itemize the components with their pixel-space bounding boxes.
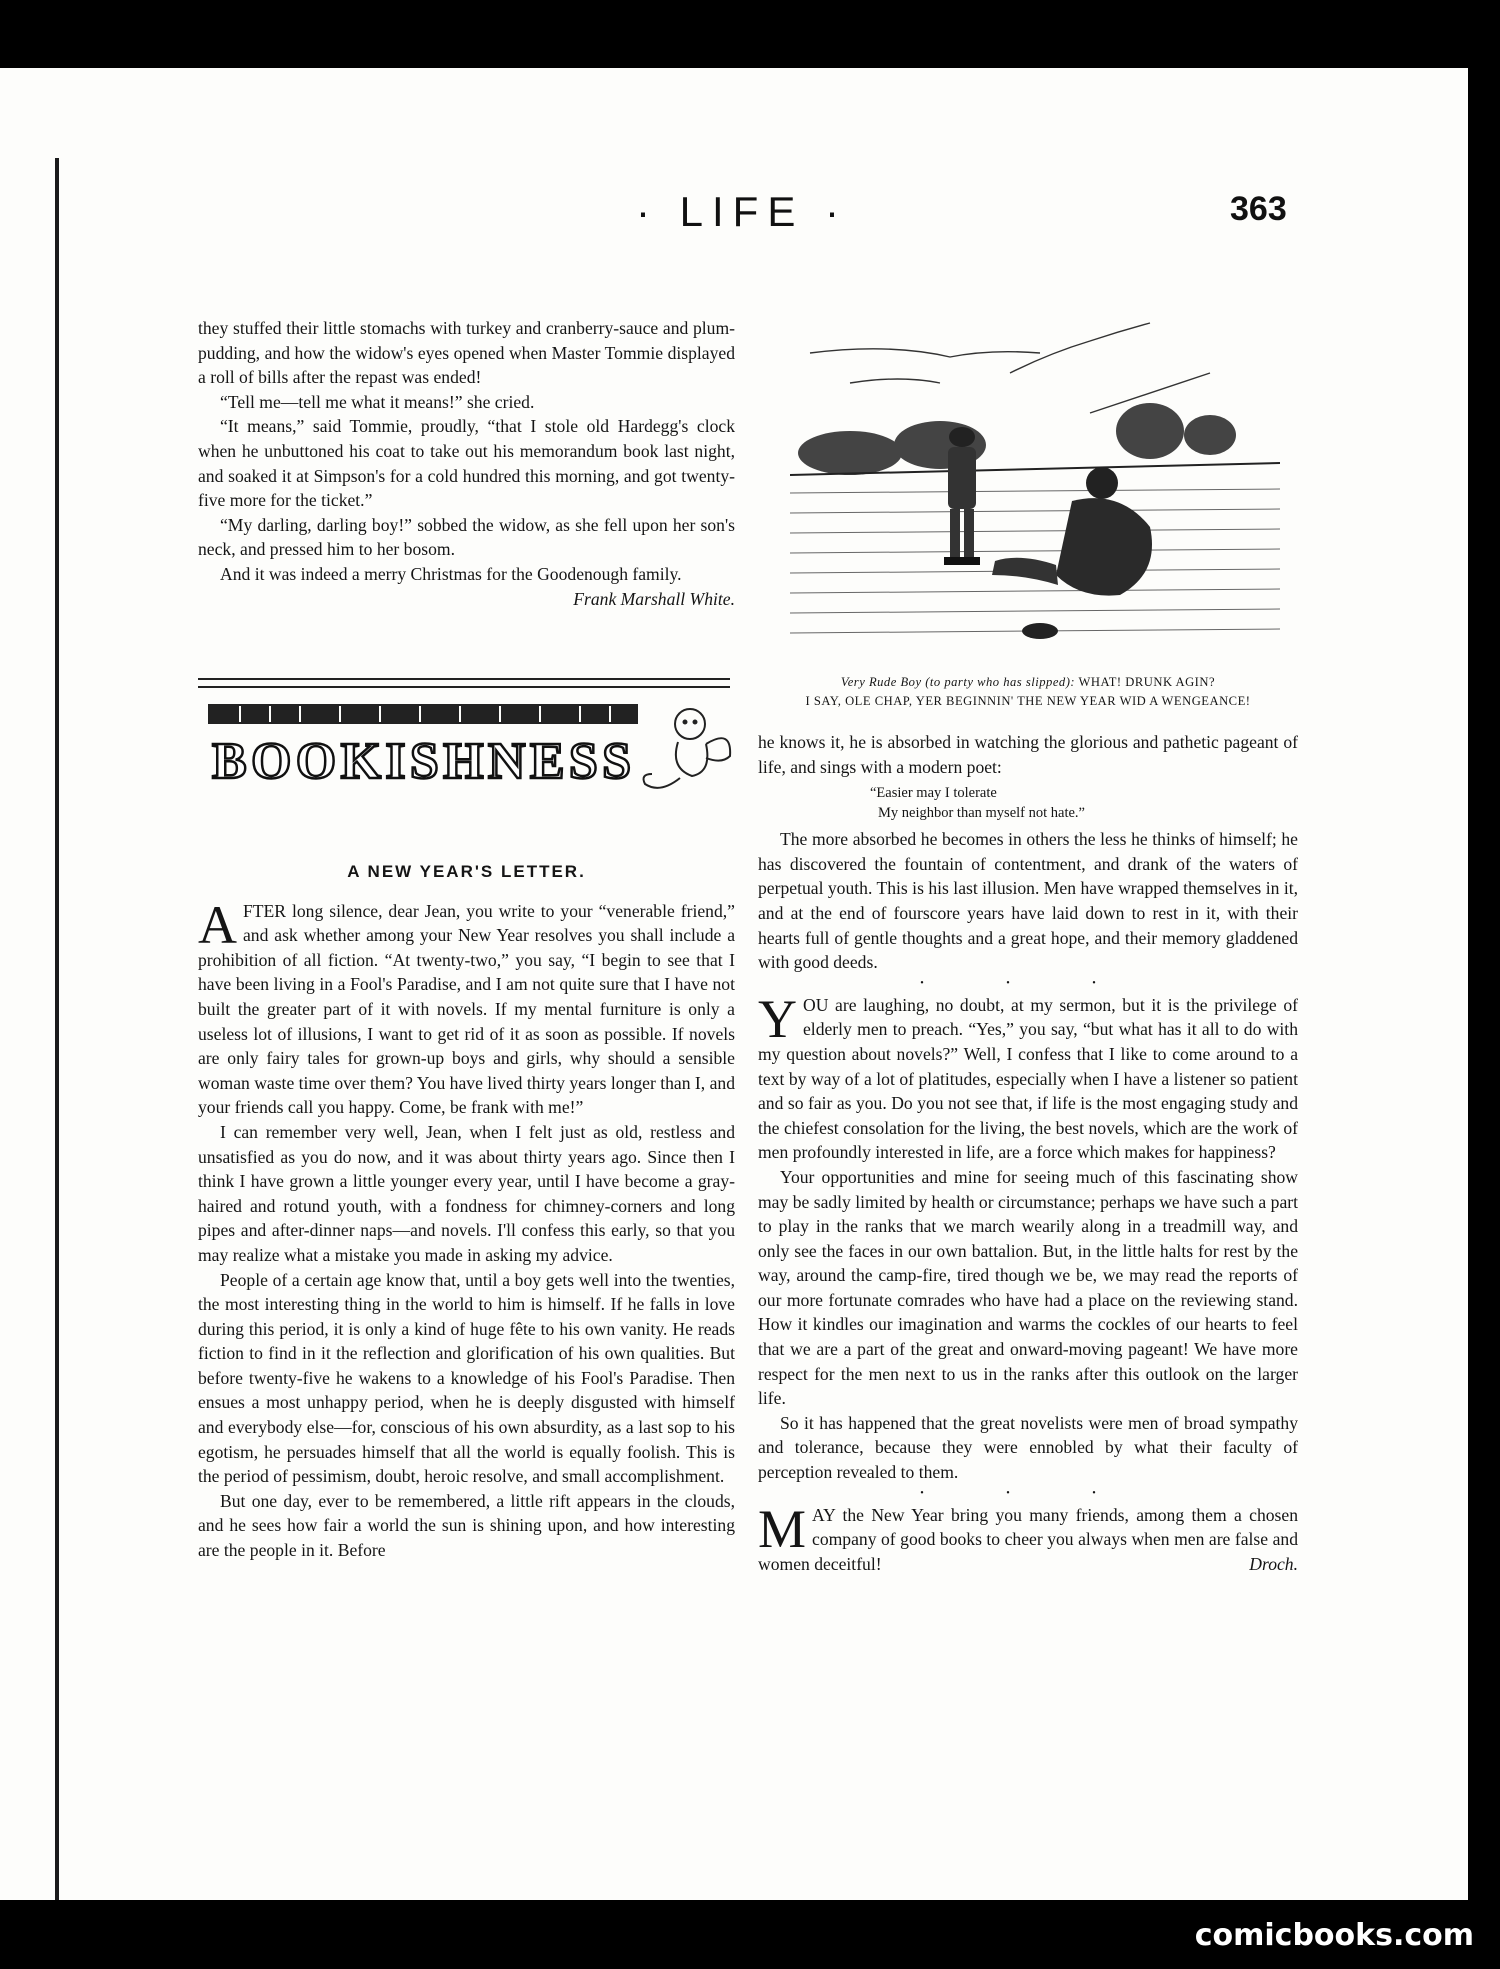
verse-line: “Easier may I tolerate [870, 785, 997, 802]
letter-right-column [758, 730, 1298, 1576]
story-last-line: And it was indeed a merry Christmas for the Goodenough family. [220, 563, 682, 584]
drop-cap: M [758, 1498, 807, 1559]
caption-line-1: WHAT! DRUNK AGIN? [1078, 675, 1216, 689]
letter-paragraph [758, 988, 1298, 1165]
letter-paragraph: Your opportunities and mine for seeing much of this fascinating show may be sadly limited by health or circumstance; perhaps we have such a part to play in the ranks that we march wearily along in a treadmill way, and only see the faces in our own battalion. But, in the little halts for rest by the way, around the camp-fire, tired though we be, we may read the reports of our more fortunate comrades who have had a place on the reviewing stand. How it kindles our imagination and warms the cockles of our hearts to feel that we are a part of the great and onward-moving pageant! We have more respect for the men next to us in the ranks after this outlook on the larger life. [758, 1166, 1298, 1409]
fallen-hat [1022, 623, 1058, 639]
story-paragraph: “It means,” said Tommie, proudly, “that I stole old Hardegg's clock when he unbuttoned his coat to take out his memorandum book last night, and soaked it at Simpson's for a cold hundred this morning, and got twenty-five more for the ticket.” [198, 416, 735, 511]
letter-paragraph: People of a certain age know that, until a boy gets well into the twenties, the most interesting thing in the world to him is himself. If he falls in love during this period, it is only a kind of huge fête to his own vanity. He reads fiction to find in it the reflection and glorification of his own qualities. But before twenty-five he wakens to a knowledge of his Fool's Paradise. Then ensues a most unhappy period, when he is deeply disgusted with himself and everybody else—for, conscious of his own absurdity, as a last sop to his egotism, he persuades himself that all the world is equally foolish. This is the period of pessimism, doubt, heroic resolve, and small accomplishment. [198, 1269, 735, 1487]
caption-speaker: Very Rude Boy (to party who has slipped): [840, 675, 1076, 689]
story-signature: Frank Marshall White. [573, 588, 735, 609]
page-number: 363 [1230, 190, 1287, 228]
letter-paragraph: The more absorbed he becomes in others the less he thinks of himself; he has discovered the fountain of contentment, and drank of the waters of perpetual youth. This is his last illusion. Men have wrapped themselves in it, and at the end of fourscore years have laid down to rest in it, with their hearts full of gentle thoughts and a great hope, and their memory gladdened with good deeds. [758, 829, 1298, 973]
letter-heading: A NEW YEAR'S LETTER. [347, 862, 586, 881]
banner-title: BOOKISHNESS [212, 733, 632, 790]
letter-paragraph: So it has happened that the great novelists were men of broad sympathy and tolerance, because they were ennobled by what their faculty of perception revealed to them. [758, 1412, 1298, 1483]
letter-paragraph: But one day, ever to be remembered, a little rift appears in the clouds, and he sees how fair a world the sun is shining upon, and how interesting are the people in it. Before [198, 1490, 735, 1561]
section-stars: • • • [920, 1487, 1136, 1499]
binding-spine [55, 158, 59, 1900]
winter-illustration [790, 313, 1280, 663]
sky-strokes [810, 323, 1210, 413]
section-stars: • • • [920, 977, 1136, 989]
story-paragraph: “Tell me—tell me what it means!” she cried. [220, 391, 535, 412]
masthead-title: · LIFE · [636, 188, 849, 235]
banner-bookshelf [208, 704, 638, 724]
drop-cap: A [198, 894, 237, 955]
letter-signature: Droch. [1249, 1553, 1298, 1574]
letter-text: OU are laughing, no doubt, at my sermon, but it is the privilege of elderly men to preach. “Yes,” you say, “but what has it all to do with my question about novels?” Well, I confess that I like to come around to a text by way of a lot of platitudes, especially when I have a listener so patient and so fair as you. Do you not see that, if life is the most engaging study and the chiefest consolation for the living, the best novels, which are the work of men profoundly interested in life, are a force which makes for happiness? [758, 994, 1298, 1163]
letter-paragraph [198, 894, 735, 1120]
caption-line-2: I SAY, OLE CHAP, YER BEGINNIN' THE NEW YEAR WID A WENGEANCE! [805, 694, 1251, 708]
verse-line: My neighbor than myself not hate.” [878, 805, 1085, 822]
slipped-man-figure [992, 467, 1152, 639]
drop-cap: Y [758, 988, 797, 1049]
story-paragraph: they stuffed their little stomachs with turkey and cranberry-sauce and plum-pudding, and how the widow's eyes opened when Master Tommie displayed a roll of bills after the repast was ended! [198, 318, 735, 388]
story-paragraph [198, 562, 735, 609]
letter-left-column [198, 856, 735, 1563]
distant-trees [798, 403, 1236, 475]
cherub-icon [644, 709, 731, 788]
letter-text: AY the New Year bring you many friends, among them a chosen company of good books to cheer you always when men are false and women deceitful! [758, 1504, 1298, 1574]
illustration-caption [758, 673, 1298, 711]
story-conclusion [198, 316, 735, 611]
watermark-text: comicbooks.com [1194, 1918, 1474, 1953]
section-divider-rule [198, 678, 730, 688]
letter-paragraph [758, 1498, 1298, 1577]
verse-quote [870, 783, 1298, 823]
story-paragraph: “My darling, darling boy!” sobbed the widow, as she fell upon her son's neck, and pressed him to her bosom. [198, 514, 735, 560]
letter-paragraph: I can remember very well, Jean, when I felt just as old, restless and unsatisfied as you do now, and it was about thirty years ago. Since then I think I have grown a little younger every year, until I have become a gray-haired and rotund youth, with a fondness for chimney-corners and long pipes and after-dinner naps—and novels. I'll confess this early, so that you may realize what a mistake you made in asking my advice. [198, 1121, 735, 1265]
bookishness-banner [200, 698, 740, 798]
letter-text: FTER long silence, dear Jean, you write to your “venerable friend,” and ask whether among your New Year resolves you shall include a prohibition of all fiction. “At twenty-two,” you say, “I begin to see that I have been living in a Fool's Paradise, and I am not quite sure that I have not built the greater part of it with novels. If my mental furniture is only a useless lot of illusions, I want to get rid of it as soon as possible. If novels are only fairy tales for grown-up boys and girls, why should a sensible woman waste time over them? You have lived thirty years longer than I, and your friends call you happy. Come, be frank with me!” [198, 900, 735, 1118]
magazine-page [0, 68, 1468, 1900]
letter-paragraph: he knows it, he is absorbed in watching the glorious and pathetic pageant of life, and sings with a modern poet: [758, 732, 1298, 777]
